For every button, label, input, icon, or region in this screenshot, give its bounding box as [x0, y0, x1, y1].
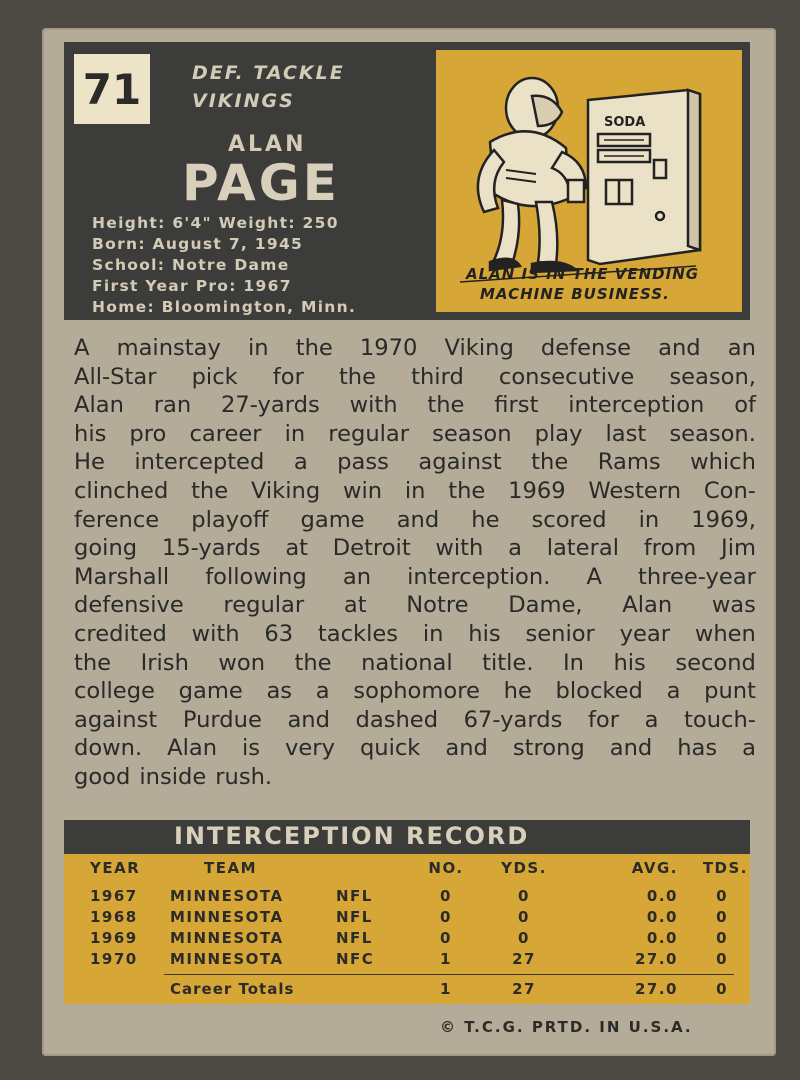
- soda-sign: SODA: [604, 115, 646, 130]
- totals-label: Career Totals: [170, 980, 295, 998]
- row-yds: 0: [518, 908, 530, 926]
- bio-line: college game as a sophomore he blocked a punt: [74, 678, 756, 705]
- bio-line: good inside rush.: [74, 763, 273, 790]
- header-year: YEAR: [90, 859, 141, 877]
- stat-height-weight: Height: 6'4" Weight: 250: [92, 214, 339, 232]
- row-avg: 0.0: [646, 887, 678, 905]
- row-yds: 0: [518, 929, 530, 947]
- row-no: 1: [440, 950, 452, 968]
- record-title: INTERCEPTION RECORD: [174, 822, 530, 850]
- stat-born: Born: August 7, 1945: [92, 235, 304, 253]
- interception-record-table: [64, 854, 750, 1004]
- row-avg: 0.0: [646, 929, 678, 947]
- totals-yds: 27: [512, 980, 536, 998]
- bio-line: down. Alan is very quick and strong and has a: [74, 735, 756, 762]
- row-league: NFL: [336, 887, 373, 905]
- stat-home: Home: Bloomington, Minn.: [92, 298, 357, 316]
- row-team: MINNESOTA: [170, 950, 284, 968]
- stat-school: School: Notre Dame: [92, 256, 290, 274]
- row-year: 1970: [90, 950, 138, 968]
- totals-divider: [164, 974, 734, 975]
- row-team: MINNESOTA: [170, 887, 284, 905]
- header-no: NO.: [428, 859, 464, 877]
- row-no: 0: [440, 929, 452, 947]
- trading-card-back: [42, 28, 776, 1056]
- row-avg: 27.0: [634, 950, 678, 968]
- row-no: 0: [440, 908, 452, 926]
- row-yds: 27: [512, 950, 536, 968]
- row-league: NFC: [336, 950, 375, 968]
- football-player-icon: [478, 78, 586, 272]
- row-tds: 0: [716, 908, 728, 926]
- card-header: [64, 42, 750, 320]
- row-league: NFL: [336, 929, 373, 947]
- bio-line: ference playoff game and he scored in 1969,: [74, 506, 756, 533]
- bio-line: credited with 63 tackles in his senior year when: [74, 620, 756, 647]
- row-avg: 0.0: [646, 908, 678, 926]
- row-tds: 0: [716, 887, 728, 905]
- bio-line: A mainstay in the 1970 Viking defense and an: [74, 335, 756, 361]
- copyright-notice: © T.C.G. PRTD. IN U.S.A.: [440, 1018, 693, 1036]
- row-tds: 0: [716, 929, 728, 947]
- bio-line: clinched the Viking win in the 1969 Western Con-: [74, 477, 756, 504]
- row-year: 1969: [90, 929, 138, 947]
- stat-first-year-pro: First Year Pro: 1967: [92, 277, 292, 295]
- row-no: 0: [440, 887, 452, 905]
- row-yds: 0: [518, 887, 530, 905]
- player-team: VIKINGS: [192, 90, 295, 112]
- cartoon-panel: [436, 50, 742, 312]
- bio-line: the Irish won the national title. In his second: [74, 649, 756, 676]
- totals-tds: 0: [716, 980, 728, 998]
- bio-line: his pro career in regular season play last season.: [74, 420, 756, 447]
- row-year: 1967: [90, 887, 138, 905]
- totals-no: 1: [440, 980, 452, 998]
- bio-line: Marshall following an interception. A three-year: [74, 563, 756, 590]
- header-yds: YDS.: [501, 859, 547, 877]
- bio-line: against Purdue and dashed 67-yards for a touch-: [74, 706, 756, 733]
- header-avg: AVG.: [631, 859, 678, 877]
- row-tds: 0: [716, 950, 728, 968]
- bio-line: All-Star pick for the third consecutive season,: [74, 363, 756, 390]
- row-team: MINNESOTA: [170, 908, 284, 926]
- record-header-bar: [64, 820, 750, 854]
- bio-line: defensive regular at Notre Dame, Alan was: [74, 592, 756, 619]
- cartoon-caption-line-1: ALAN IS IN THE VENDING: [466, 265, 700, 283]
- totals-avg: 27.0: [634, 980, 678, 998]
- cartoon-caption-line-2: MACHINE BUSINESS.: [480, 285, 670, 303]
- player-first-name: ALAN: [228, 132, 307, 157]
- row-team: MINNESOTA: [170, 929, 284, 947]
- player-last-name: PAGE: [182, 154, 340, 212]
- player-bio: [74, 334, 756, 792]
- bio-line: going 15-yards at Detroit with a lateral from Jim: [74, 535, 756, 562]
- player-position: DEF. TACKLE: [192, 62, 345, 84]
- row-league: NFL: [336, 908, 373, 926]
- bio-line: Alan ran 27-yards with the first interception of: [74, 392, 756, 419]
- bio-line: He intercepted a pass against the Rams which: [74, 449, 756, 476]
- card-number: 71: [74, 54, 150, 124]
- header-tds: TDS.: [702, 859, 748, 877]
- header-team: TEAM: [204, 859, 258, 877]
- row-year: 1968: [90, 908, 138, 926]
